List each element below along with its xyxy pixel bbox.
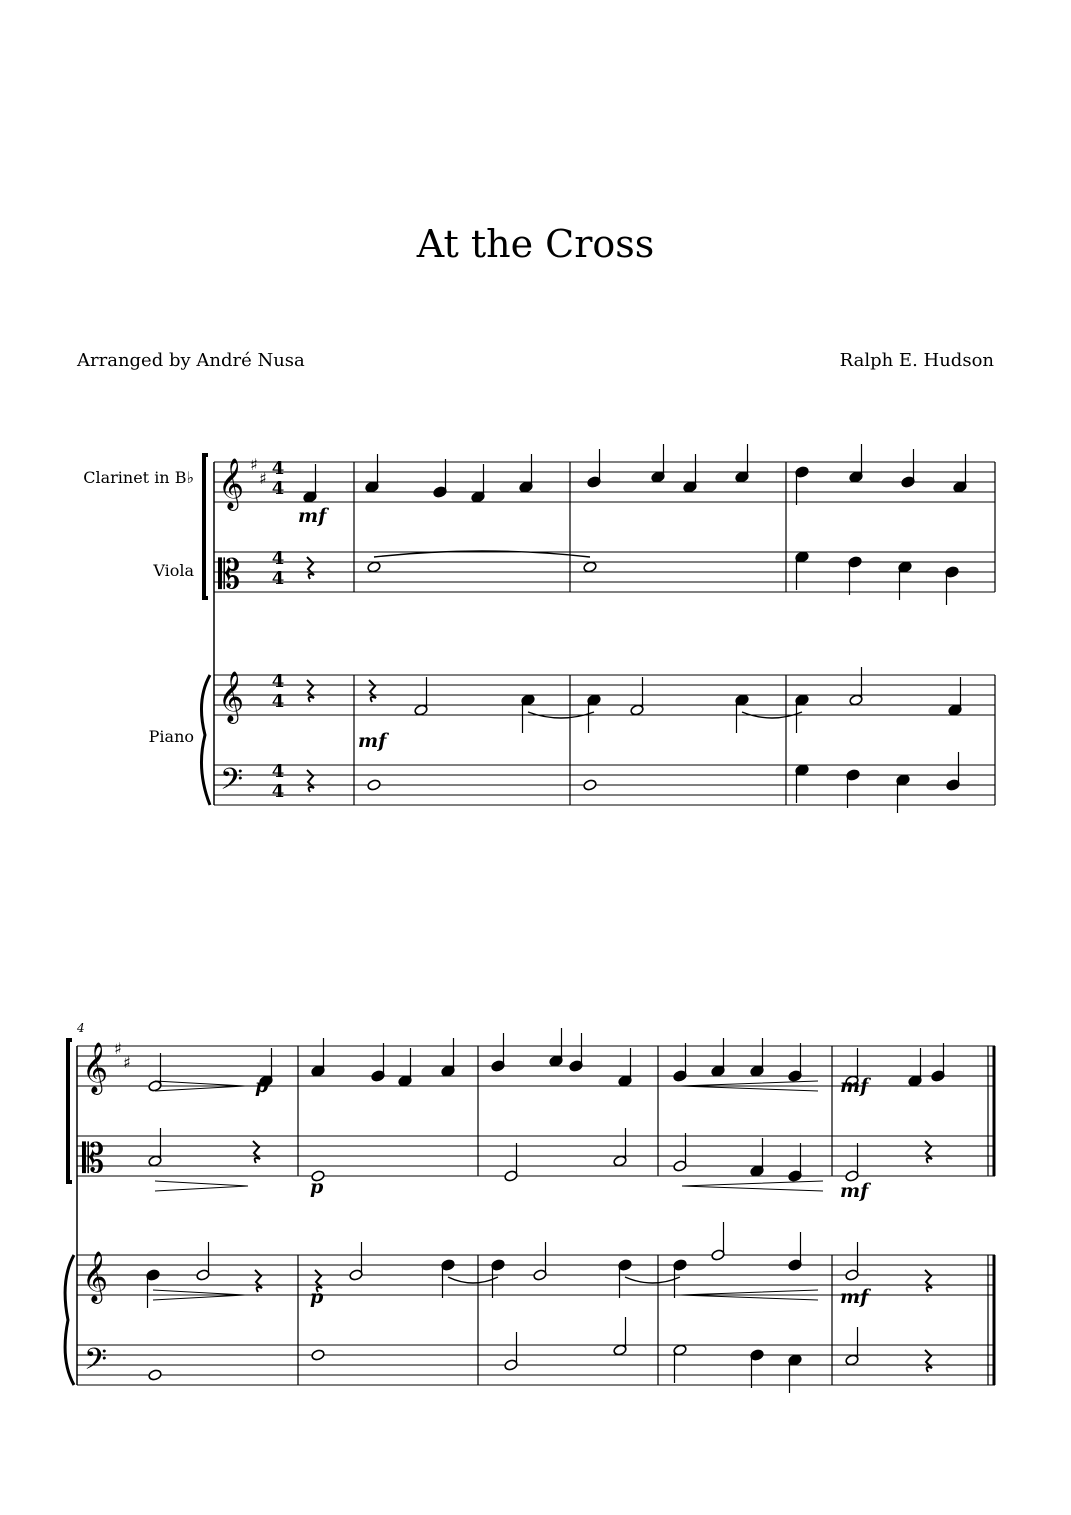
quarter-rest bbox=[307, 770, 314, 792]
bass-clef: 𝄢 bbox=[84, 1343, 108, 1384]
bass-clef: 𝄢 bbox=[220, 763, 244, 804]
arranger-credit: Arranged by André Nusa bbox=[77, 350, 305, 371]
piano-brace bbox=[65, 1255, 74, 1385]
time-sig-top-clarinet: 4 bbox=[271, 458, 285, 479]
treble-clef: 𝄞 bbox=[82, 1251, 109, 1302]
quarter-rest bbox=[307, 680, 314, 702]
ensemble-bracket bbox=[68, 1040, 72, 1182]
notes bbox=[146, 444, 967, 1393]
time-sig-top-viola: 4 bbox=[271, 548, 285, 569]
instrument-label-viola: Viola bbox=[153, 561, 194, 580]
note bbox=[583, 779, 597, 791]
dynamic-p: p bbox=[310, 1286, 324, 1308]
treble-clef: 𝄞 bbox=[82, 1042, 109, 1093]
sharp-sign: ♯ bbox=[123, 1053, 131, 1072]
instrument-label-clarinet: Clarinet in B♭ bbox=[83, 468, 194, 487]
note bbox=[311, 1349, 325, 1361]
quarter-rest bbox=[253, 1141, 260, 1163]
time-signatures bbox=[272, 458, 285, 802]
dynamic-mf: mf bbox=[358, 730, 387, 752]
composer-credit: Ralph E. Hudson bbox=[839, 350, 994, 371]
crescendo-hairpin bbox=[682, 1181, 823, 1191]
time-sig-bottom-clarinet: 4 bbox=[271, 478, 285, 499]
dynamic-mf: mf bbox=[840, 1180, 869, 1202]
quarter-rest bbox=[925, 1350, 932, 1372]
treble-clef: 𝄞 bbox=[218, 458, 245, 509]
dynamic-p: p bbox=[310, 1176, 324, 1198]
note bbox=[583, 561, 597, 573]
quarter-rest bbox=[255, 1270, 262, 1292]
note bbox=[367, 561, 381, 573]
sharp-sign: ♯ bbox=[250, 455, 258, 474]
quarter-rest bbox=[307, 557, 314, 579]
treble-clef: 𝄞 bbox=[218, 671, 245, 722]
time-sig-bottom-piano-lh: 4 bbox=[271, 781, 285, 802]
tie bbox=[625, 1277, 680, 1283]
page-title: At the Cross bbox=[416, 222, 655, 266]
ensemble-bracket bbox=[204, 455, 208, 598]
sharp-sign: ♯ bbox=[114, 1039, 122, 1058]
note bbox=[367, 779, 381, 791]
instrument-label-piano: Piano bbox=[148, 727, 194, 746]
dynamics bbox=[255, 505, 871, 1308]
measure-number: 4 bbox=[77, 1021, 85, 1035]
quarter-rest bbox=[925, 1141, 932, 1163]
quarter-rest bbox=[369, 680, 376, 702]
time-sig-bottom-viola: 4 bbox=[271, 568, 285, 589]
time-sig-top-piano-lh: 4 bbox=[271, 761, 285, 782]
alto-clef: 𝄡 bbox=[218, 552, 241, 598]
dynamic-mf: mf bbox=[840, 1075, 869, 1097]
decrescendo-hairpin bbox=[155, 1181, 248, 1191]
staff-systems bbox=[65, 455, 995, 1385]
sharp-sign: ♯ bbox=[259, 469, 267, 488]
alto-clef: 𝄡 bbox=[82, 1136, 105, 1182]
quarter-rest bbox=[925, 1270, 932, 1292]
time-sig-top-piano-rh: 4 bbox=[271, 671, 285, 692]
piano-brace bbox=[201, 675, 210, 805]
tie bbox=[448, 1277, 498, 1283]
dynamic-p: p bbox=[255, 1075, 269, 1097]
dynamic-mf: mf bbox=[840, 1286, 869, 1308]
dynamic-mf: mf bbox=[298, 505, 327, 527]
time-sig-bottom-piano-rh: 4 bbox=[271, 691, 285, 712]
note bbox=[148, 1369, 162, 1381]
